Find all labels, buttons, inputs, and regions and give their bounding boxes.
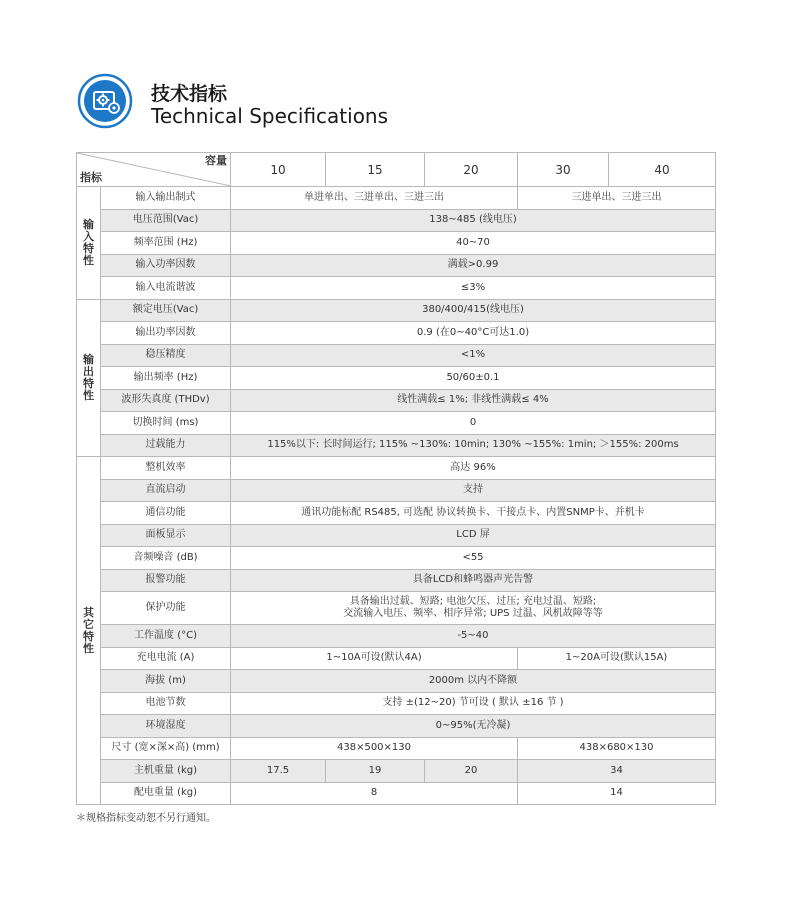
row-value: 0	[231, 412, 716, 435]
capacity-30: 30	[518, 153, 609, 187]
row-value: 满载>0.99	[231, 254, 716, 277]
row-value: 单进单出、三进单出、三进三出	[231, 187, 518, 210]
row-label: 面板显示	[101, 524, 231, 547]
gear-tablet-icon	[77, 73, 133, 129]
row-label: 输出功率因数	[101, 322, 231, 345]
corner-indicator: 指标	[80, 171, 102, 184]
row-value: 438×680×130	[518, 737, 716, 760]
row-label: 报警功能	[101, 569, 231, 592]
row-value: 138~485 (线电压)	[231, 209, 716, 232]
protection-line-2: 交流输入电压、频率、相序异常; UPS 过温、风机故障等等	[343, 608, 603, 619]
row-value: 8	[231, 782, 518, 805]
row-label: 保护功能	[101, 592, 231, 625]
row-value: 三进单出、三进三出	[518, 187, 716, 210]
row-value: 40~70	[231, 232, 716, 255]
title-chinese: 技术指标	[151, 83, 228, 105]
table-row	[77, 209, 716, 232]
table-row	[77, 232, 716, 255]
table-row	[77, 299, 716, 322]
table-row	[77, 569, 716, 592]
corner-cell	[77, 153, 231, 187]
row-value: 50/60±0.1	[231, 367, 716, 390]
row-label: 稳压精度	[101, 344, 231, 367]
footnote: ＊规格指标变动恕不另行通知。	[76, 813, 216, 824]
row-value: 高达 96%	[231, 457, 716, 480]
row-value: 0.9 (在0~40°C可达1.0)	[231, 322, 716, 345]
row-value: 438×500×130	[231, 737, 518, 760]
table-row	[77, 670, 716, 693]
row-label: 额定电压(Vac)	[101, 299, 231, 322]
capacity-20: 20	[425, 153, 518, 187]
capacity-10: 10	[231, 153, 326, 187]
corner-capacity: 容量	[205, 154, 227, 167]
spec-table	[76, 152, 716, 805]
row-value: 115%以下: 长时间运行; 115% ~130%: 10min; 130% ~155%: 1min; ＞155%: 200ms	[231, 434, 716, 457]
row-label: 海拔 (m)	[101, 670, 231, 693]
capacity-40: 40	[609, 153, 716, 187]
row-label: 电压范围(Vac)	[101, 209, 231, 232]
row-label: 尺寸 (宽×深×高) (mm)	[101, 737, 231, 760]
row-value: 2000m 以内不降额	[231, 670, 716, 693]
row-label: 电池节数	[101, 692, 231, 715]
row-label: 波形失真度 (THDv)	[101, 389, 231, 412]
row-label: 切换时间 (ms)	[101, 412, 231, 435]
row-value: ≤3%	[231, 277, 716, 300]
row-label: 通信功能	[101, 502, 231, 525]
row-label: 频率范围 (Hz)	[101, 232, 231, 255]
table-row	[77, 760, 716, 783]
table-row	[77, 547, 716, 570]
table-row	[77, 322, 716, 345]
row-value: 具备LCD和蜂鸣器声光告警	[231, 569, 716, 592]
table-row	[77, 367, 716, 390]
row-value: 0~95%(无冷凝)	[231, 715, 716, 738]
row-label: 环境湿度	[101, 715, 231, 738]
row-value: 通讯功能标配 RS485, 可选配 协议转换卡、干接点卡、内置SNMP卡、并机卡	[231, 502, 716, 525]
table-row	[77, 344, 716, 367]
row-label: 直流启动	[101, 479, 231, 502]
row-label: 配电重量 (kg)	[101, 782, 231, 805]
row-label: 输入输出制式	[101, 187, 231, 210]
table-row	[77, 692, 716, 715]
row-label: 主机重量 (kg)	[101, 760, 231, 783]
row-label: 输入功率因数	[101, 254, 231, 277]
table-row	[77, 715, 716, 738]
row-value: 支持 ±(12~20) 节可设 ( 默认 ±16 节 )	[231, 692, 716, 715]
row-label: 音频噪音 (dB)	[101, 547, 231, 570]
row-value: LCD 屏	[231, 524, 716, 547]
table-row	[77, 434, 716, 457]
row-value: 17.5	[231, 760, 326, 783]
table-header-row	[77, 153, 716, 187]
group-input: 输 入 特 性	[77, 187, 101, 300]
row-value: 380/400/415(线电压)	[231, 299, 716, 322]
row-value: 19	[326, 760, 425, 783]
table-row	[77, 592, 716, 625]
table-row	[77, 782, 716, 805]
row-value: <1%	[231, 344, 716, 367]
table-row	[77, 389, 716, 412]
row-label: 输入电流谐波	[101, 277, 231, 300]
row-value: 支持	[231, 479, 716, 502]
row-value: 1~10A可设(默认4A)	[231, 647, 518, 670]
protection-line-1: 具备输出过载、短路; 电池欠压、过压; 充电过温、短路;	[349, 596, 597, 607]
row-value: 1~20A可设(默认15A)	[518, 647, 716, 670]
row-label: 充电电流 (A)	[101, 647, 231, 670]
table-row	[77, 737, 716, 760]
group-output: 输 出 特 性	[77, 299, 101, 457]
row-label: 工作温度 (°C)	[101, 625, 231, 648]
table-row	[77, 524, 716, 547]
capacity-15: 15	[326, 153, 425, 187]
table-row	[77, 187, 716, 210]
group-other: 其 它 特 性	[77, 457, 101, 805]
row-value: -5~40	[231, 625, 716, 648]
row-label: 整机效率	[101, 457, 231, 480]
table-row	[77, 647, 716, 670]
table-row	[77, 277, 716, 300]
table-row	[77, 457, 716, 480]
table-row	[77, 479, 716, 502]
row-label: 过载能力	[101, 434, 231, 457]
table-row	[77, 625, 716, 648]
row-value: 20	[425, 760, 518, 783]
row-value: 34	[518, 760, 716, 783]
title-english: Technical Specifications	[151, 104, 389, 128]
row-label: 输出频率 (Hz)	[101, 367, 231, 390]
table-row	[77, 502, 716, 525]
table-row	[77, 412, 716, 435]
row-value: 线性满载≤ 1%; 非线性满载≤ 4%	[231, 389, 716, 412]
row-value: <55	[231, 547, 716, 570]
table-row	[77, 254, 716, 277]
row-value	[231, 592, 716, 625]
row-value: 14	[518, 782, 716, 805]
